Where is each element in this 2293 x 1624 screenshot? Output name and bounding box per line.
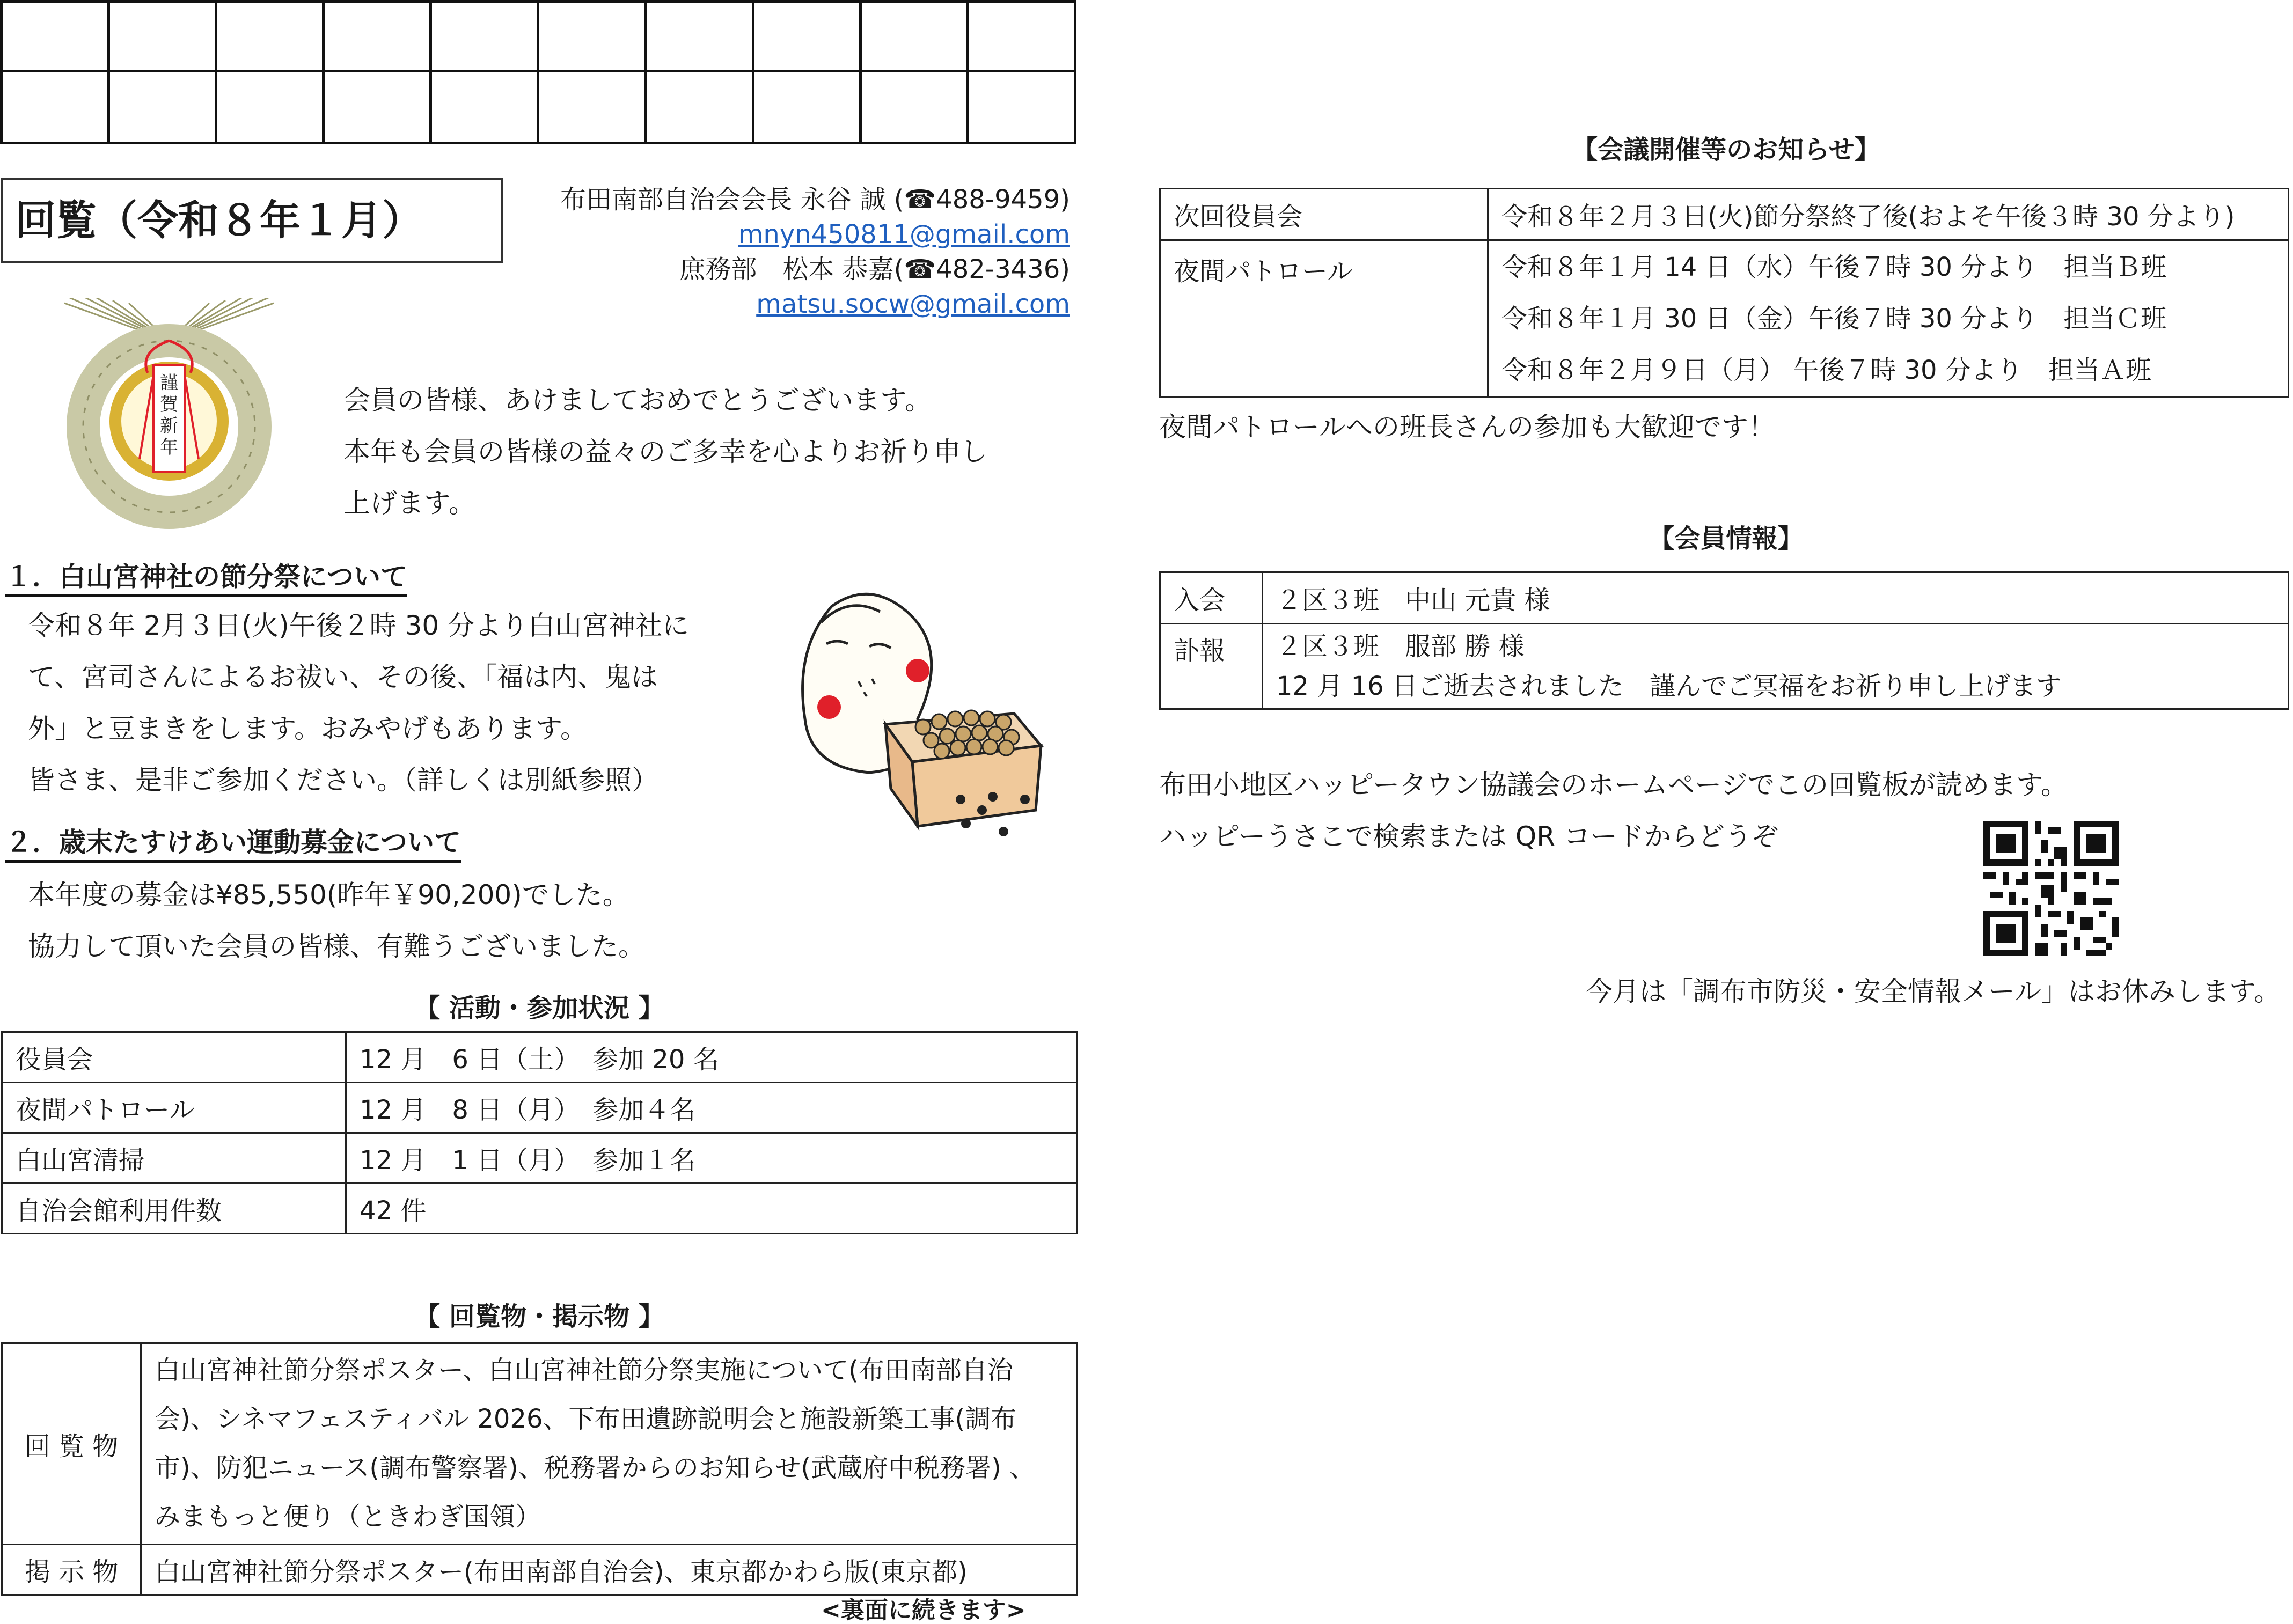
member-label: 入会	[1160, 572, 1263, 624]
section1-line: て、宮司さんによるお祓い、その後、「福は内、鬼は	[28, 662, 658, 693]
stamp-cell	[968, 2, 1075, 71]
stamp-cell	[324, 2, 431, 71]
circulars-label: 回 覧 物	[2, 1343, 141, 1545]
table-row	[2, 1083, 1077, 1133]
greeting-line: 本年も会員の皆様の益々のご多幸を心よりお祈り申し	[343, 436, 987, 467]
stamp-cell	[753, 71, 860, 143]
obituary-line: 12 月 16 日ご逝去されました 謹んでご冥福をお祈り申し上げます	[1276, 671, 2062, 701]
stamp-cell	[324, 71, 431, 143]
table-row	[2, 1133, 1077, 1184]
activity-label: 役員会	[2, 1032, 346, 1083]
meetings-heading: 【会議開催等のお知らせ】	[1572, 135, 1880, 165]
stamp-cell	[109, 2, 216, 71]
obituary-label: 訃報	[1160, 624, 1263, 709]
chairman-contact: 布田南部自治会会長 永谷 誠 (☎488-9459)	[560, 185, 1070, 215]
table-row	[1160, 240, 2289, 397]
section1-line: 外」と豆まきをします。おみやげもあります。	[28, 713, 587, 744]
greeting-line: 上げます。	[343, 488, 475, 519]
activity-table	[1, 1031, 1078, 1234]
stamp-cell	[968, 71, 1075, 143]
activity-heading: 【 活動・参加状況 】	[414, 993, 664, 1023]
table-row	[1160, 189, 2289, 240]
patrol-schedule	[1488, 240, 2289, 397]
page-title: 回覧（令和８年１月）	[1, 178, 503, 263]
continued-note: <裏面に続きます>	[821, 1597, 1026, 1624]
greeting	[343, 374, 987, 529]
table-row	[1160, 572, 2289, 624]
section2-line: 本年度の募金は¥85,550(昨年￥90,200)でした。	[28, 879, 629, 910]
stamp-cell	[216, 2, 324, 71]
bean-box-icon	[885, 710, 1041, 836]
obituary-value	[1263, 624, 2289, 709]
secretary-email-link[interactable]: matsu.socw@gmail.com	[756, 289, 1070, 319]
patrol-label: 夜間パトロール	[1160, 240, 1488, 397]
member-value: ２区３班 中山 元貴 様	[1263, 572, 2289, 624]
members-heading: 【会員情報】	[1649, 524, 1804, 554]
table-row	[1160, 624, 2289, 709]
section1-title	[5, 555, 407, 594]
table-row	[2, 1032, 1077, 1083]
stamp-cell	[860, 71, 968, 143]
section2-title-text: ２．歳末たすけあい運動募金について	[5, 827, 461, 863]
activity-label: 白山宮清掃	[2, 1133, 346, 1184]
stamp-cell	[431, 71, 538, 143]
activity-label: 自治会館利用件数	[2, 1184, 346, 1234]
stamp-cell	[646, 2, 753, 71]
svg-text:新: 新	[160, 415, 178, 437]
obituary-line: ２区３班 服部 勝 様	[1276, 631, 1525, 662]
stamp-grid	[0, 0, 1076, 144]
table-row	[2, 1545, 1077, 1595]
secretary-contact: 庶務部 松本 恭嘉(☎482-3436)	[679, 254, 1070, 284]
activity-value: 12 月 8 日（月） 参加４名	[346, 1083, 1077, 1133]
contact-block	[537, 182, 1070, 322]
section2-title	[5, 821, 461, 859]
stamp-cell	[538, 2, 646, 71]
stamp-cell	[860, 2, 968, 71]
qr-code-icon[interactable]	[1983, 821, 2119, 956]
meetings-table	[1159, 188, 2289, 398]
chairman-email-link[interactable]: mnyn450811@gmail.com	[738, 219, 1070, 249]
patrol-line: 令和８年１月 30 日（金）午後７時 30 分より 担当Ｃ班	[1501, 303, 2167, 334]
homepage-line: 布田小地区ハッピータウン協議会のホームページでこの回覧板が読めます。	[1159, 769, 2068, 800]
stamp-cell	[216, 71, 324, 143]
activity-label: 夜間パトロール	[2, 1083, 346, 1133]
greeting-line: 会員の皆様、あけましておめでとうございます。	[343, 385, 932, 416]
circulars-content	[141, 1343, 1077, 1545]
patrol-line: 令和８年２月９日（月） 午後７時 30 分より 担当Ａ班	[1501, 355, 2151, 385]
bulletin-content: 白山宮神社節分祭ポスター(布田南部自治会)、東京都かわら版(東京都)	[141, 1545, 1077, 1595]
section1-body	[28, 600, 689, 806]
table-row	[2, 1343, 1077, 1545]
footer-note: 今月は「調布市防災・安全情報メール」はお休みします。	[1586, 976, 2281, 1007]
circulars-table	[1, 1342, 1078, 1596]
table-row	[2, 1184, 1077, 1234]
patrol-line: 令和８年１月 14 日（水）午後７時 30 分より 担当Ｂ班	[1501, 252, 2167, 282]
stamp-cell	[753, 2, 860, 71]
stamp-cell	[538, 71, 646, 143]
circulars-heading: 【 回覧物・掲示物 】	[414, 1302, 664, 1332]
section2-line: 協力して頂いた会員の皆様、有難うございました。	[28, 931, 645, 962]
otafuku-mask-icon	[789, 585, 1068, 848]
stamp-cell	[646, 71, 753, 143]
section1-line: 令和８年 2月３日(火)午後２時 30 分より白山宮神社に	[28, 610, 690, 641]
stamp-cell	[2, 2, 109, 71]
bulletin-label: 掲 示 物	[2, 1545, 141, 1595]
activity-value: 12 月 6 日（土） 参加 20 名	[346, 1032, 1077, 1083]
svg-text:賀: 賀	[160, 394, 178, 415]
svg-text:年: 年	[160, 437, 178, 458]
circulars-line: 会)、シネマフェスティバル 2026、下布田遺跡説明会と施設新築工事(調布	[155, 1404, 1017, 1434]
meeting-value: 令和８年２月３日(火)節分祭終了後(およそ午後３時 30 分より)	[1488, 189, 2289, 240]
members-table	[1159, 571, 2289, 710]
homepage-line: ハッピーうさこで検索または QR コードからどうぞ	[1159, 821, 1778, 852]
svg-text:謹: 謹	[160, 372, 178, 394]
homepage-info	[1159, 759, 2068, 862]
section1-title-text: １．白山宮神社の節分祭について	[5, 561, 407, 597]
patrol-note: 夜間パトロールへの班長さんの参加も大歓迎です！	[1159, 411, 1775, 443]
circulars-line: みまもっと便り（ときわぎ国領）	[155, 1502, 541, 1532]
circulars-line: 白山宮神社節分祭ポスター、白山宮神社節分祭実施について(布田南部自治	[155, 1355, 1013, 1385]
circulars-line: 市)、防犯ニュース(調布警察署)、税務署からのお知らせ(武蔵府中税務署) 、	[155, 1453, 1036, 1483]
wreath-icon	[59, 298, 279, 534]
section1-line: 皆さま、是非ご参加ください。（詳しくは別紙参照）	[28, 765, 658, 796]
stamp-cell	[109, 71, 216, 143]
meeting-label: 次回役員会	[1160, 189, 1488, 240]
stamp-cell	[431, 2, 538, 71]
stamp-cell	[2, 71, 109, 143]
activity-value: 42 件	[346, 1184, 1077, 1234]
activity-value: 12 月 1 日（月） 参加１名	[346, 1133, 1077, 1184]
section2-body	[28, 869, 645, 972]
